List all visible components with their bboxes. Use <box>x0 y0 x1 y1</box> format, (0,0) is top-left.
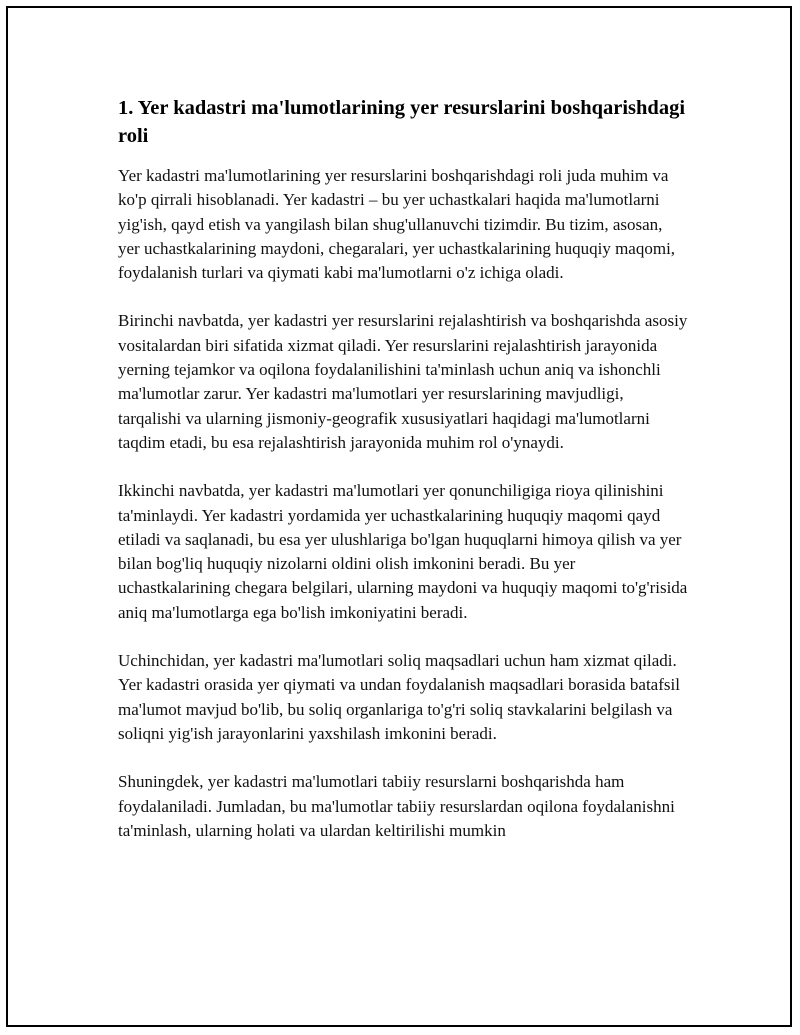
paragraph-first: Birinchi navbatda, yer kadastri yer resurslarini rejalashtirish va boshqarishda asosiy vositalardan biri sifatida xizmat qiladi. Yer resurslarini rejalashtirish jarayonida yerning tejamkor va oqilona foydalanilishini ta'minlash uchun aniq va ishonchli ma'lumotlar zarur. Yer kadastri ma'lumotlari yer resurslarining mavjudligi, tarqalishi va ularning jismoniy-geografik xususiyatlari haqidagi ma'lumotlarni taqdim etadi, bu esa rejalashtirish jarayonida muhim rol o'ynaydi. <box>118 311 688 452</box>
paragraph-second: Ikkinchi navbatda, yer kadastri ma'lumotlari yer qonunchiligiga rioya qilinishini ta'minlaydi. Yer kadastri yordamida yer uchastkalarining huquqiy maqomi qayd etiladi va saqlanadi, bu esa yer ulushlariga bo'lgan huquqlarni himoya qilish va yer bilan bog'liq huquqiy nizolarni oldini olish imkonini beradi. Bu yer uchastkalarining chegara belgilari, ularning maydoni va huquqiy maqomi to'g'risida aniq ma'lumotlarga ega bo'lish imkoniyatini beradi. <box>118 481 688 622</box>
paragraph-intro: Yer kadastri ma'lumotlarining yer resurslarini boshqarishdagi roli juda muhim va ko'p qirrali hisoblanadi. Yer kadastri – bu yer uchastkalari haqida ma'lumotlarni yig'ish, qayd etish va yangilash bilan shug'ullanuvchi tizimdir. Bu tizim, asosan, yer uchastkalarining maydoni, chegaralari, yer uchastkalarining huquqiy maqomi, foydalanish turlari va qiymati kabi ma'lumotlarni o'z ichiga oladi. <box>118 166 676 283</box>
document-body <box>118 94 688 867</box>
paragraph-third: Uchinchidan, yer kadastri ma'lumotlari soliq maqsadlari uchun ham xizmat qiladi. Yer kadastri orasida yer qiymati va undan foydalanish maqsadlari borasida batafsil ma'lumot mavjud bo'lib, bu soliq organlariga to'g'ri soliq stavkalarini belgilash va soliqni yig'ish jarayonlarini yaxshilash imkonini beradi. <box>118 651 680 743</box>
section-heading: 1. Yer kadastri ma'lumotlarining yer resurslarini boshqarishdagi roli <box>118 97 686 147</box>
paragraph-fourth: Shuningdek, yer kadastri ma'lumotlari tabiiy resurslarni boshqarishda ham foydalaniladi. Jumladan, bu ma'lumotlar tabiiy resurslardan oqilona foydalanishni ta'minlash, ularning holati va ulardan keltirilishi mumkin <box>118 772 675 840</box>
